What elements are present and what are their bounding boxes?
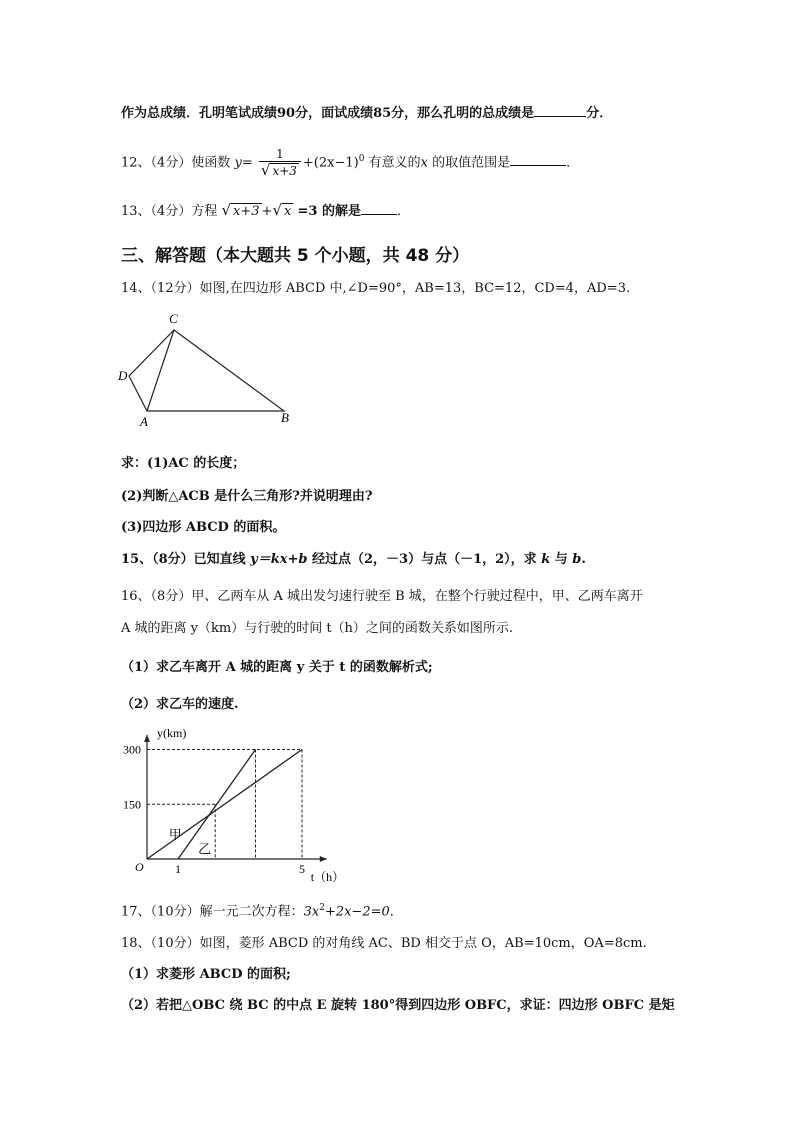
x-axis-arrow-icon xyxy=(320,856,327,862)
sqrt-icon: √ xyxy=(272,201,282,219)
q14-sub3: (3)四边形 ABCD 的面积。 xyxy=(121,520,286,535)
q16-line2: A 城的距离 y（km）与行驶的时间 t（h）之间的函数关系如图所示. xyxy=(121,621,514,636)
q13-end: ． xyxy=(396,204,410,219)
x-axis-label: t（h） xyxy=(310,870,345,884)
q12-x: x xyxy=(420,155,428,171)
q15-k: k xyxy=(541,552,551,567)
question-12 xyxy=(121,142,579,180)
answer-blank[interactable] xyxy=(361,202,397,215)
label-C: C xyxy=(169,311,178,326)
chart-series xyxy=(147,750,302,860)
q18-sub2: （2）若把△OBC 绕 BC 的中点 E 旋转 180°得到四边形 OBFC，求证：四边形 OBFC 是矩 xyxy=(121,998,675,1013)
q15-end: . xyxy=(581,552,586,567)
distance-time-chart xyxy=(112,722,362,882)
q17-eq-a: 3x xyxy=(303,904,320,920)
quad-outline xyxy=(129,330,284,411)
q12-prefix: 12、（4分）使函数 xyxy=(121,155,231,171)
series-label-yi: 乙 xyxy=(198,841,212,857)
label-B: B xyxy=(281,410,289,425)
q12-exponent: 0 xyxy=(358,154,365,164)
answer-blank[interactable] xyxy=(534,104,586,117)
q12-mid: 有意义的 xyxy=(368,155,421,171)
q17-end: ． xyxy=(389,904,403,920)
q14-sub2: (2)判断△ACB 是什么三角形?并说明理由? xyxy=(121,489,373,504)
y-axis-arrow-icon xyxy=(144,735,150,742)
q12-fraction xyxy=(259,147,301,179)
sqrt-icon: √ xyxy=(260,160,271,179)
question-14-text: 14、（12分）如图,在四边形 ABCD 中,∠D=90°，AB=13，BC=12，CD=4，AD=3. xyxy=(121,281,631,296)
q16-sub2: （2）求乙车的速度. xyxy=(121,697,239,712)
q17-exponent: 2 xyxy=(319,903,325,913)
q15-formula: y＝kx+b xyxy=(250,552,308,567)
label-A: A xyxy=(140,414,148,429)
q12-eq: = xyxy=(241,155,253,171)
q18-line1: 18、（10分）如图，菱形 ABCD 的对角线 AC、BD 相交于点 O，AB=10cm，OA=8cm. xyxy=(121,936,647,951)
q12-end: ． xyxy=(566,155,580,171)
q13-prefix: 13、（4分）方程 xyxy=(121,204,218,219)
y-tick-label-300: 300 xyxy=(123,742,141,757)
q13-radicand-1: x+3 xyxy=(233,204,260,219)
chart-axes xyxy=(144,735,327,862)
q15-b: b xyxy=(572,552,582,567)
series-line-0 xyxy=(147,750,302,860)
y-tick-label-150: 150 xyxy=(123,797,141,812)
q15-prefix: 15、（8分）已知直线 xyxy=(121,552,251,567)
quadrilateral-figure xyxy=(110,308,300,428)
section-heading: 三、解答题（本大题共 5 个小题，共 48 分） xyxy=(121,246,470,266)
continued-question-text: 作为总成绩．孔明笔试成绩90分，面试成绩85分，那么孔明的总成绩是 xyxy=(121,106,535,121)
q18-sub1: （1）求菱形 ABCD 的面积; xyxy=(121,967,291,982)
q12-numerator: 1 xyxy=(276,146,284,161)
line-end: 分． xyxy=(586,106,613,121)
label-D: D xyxy=(118,368,128,383)
q17-prefix: 17、（10分）解一元二次方程： xyxy=(121,904,304,920)
question-13 xyxy=(121,201,410,221)
q13-plus: + xyxy=(261,204,273,219)
question-17 xyxy=(121,899,403,921)
q12-radicand: x+3 xyxy=(272,163,297,178)
q16-line1: 16、（8分）甲、乙两车从 A 城出发匀速行驶至 B 城，在整个行驶过程中，甲、乙两车离开 xyxy=(121,589,643,604)
q13-equals: =3 的解是 xyxy=(297,204,361,219)
q15-and: 与 xyxy=(550,552,573,567)
q12-suffix: 的取值范围是 xyxy=(432,155,511,171)
q16-sub1: （1）求乙车离开 A 城的距离 y 关于 t 的函数解析式; xyxy=(121,660,433,675)
answer-blank[interactable] xyxy=(510,153,566,166)
q12-denominator xyxy=(259,161,301,179)
x-tick-label-5: 5 xyxy=(299,862,305,876)
y-axis-label: y(km) xyxy=(157,725,187,740)
q17-eq-b: +2x−2=0 xyxy=(324,904,390,920)
sqrt-icon: √ xyxy=(221,201,232,219)
q13-radicand-2: x xyxy=(284,204,292,219)
q14-sub1: 求：(1)AC 的长度； xyxy=(121,456,246,471)
q12-plus-term: +(2x−1) xyxy=(302,155,359,171)
x-tick-label-1: 1 xyxy=(175,862,181,876)
q12-y: y xyxy=(234,155,242,171)
continued-question-line xyxy=(121,104,612,123)
question-15 xyxy=(121,551,586,569)
series-label-jia: 甲 xyxy=(168,826,182,842)
origin-label: O xyxy=(135,860,144,874)
q15-mid: 经过点（2，－3）与点（－1，2），求 xyxy=(307,552,542,567)
